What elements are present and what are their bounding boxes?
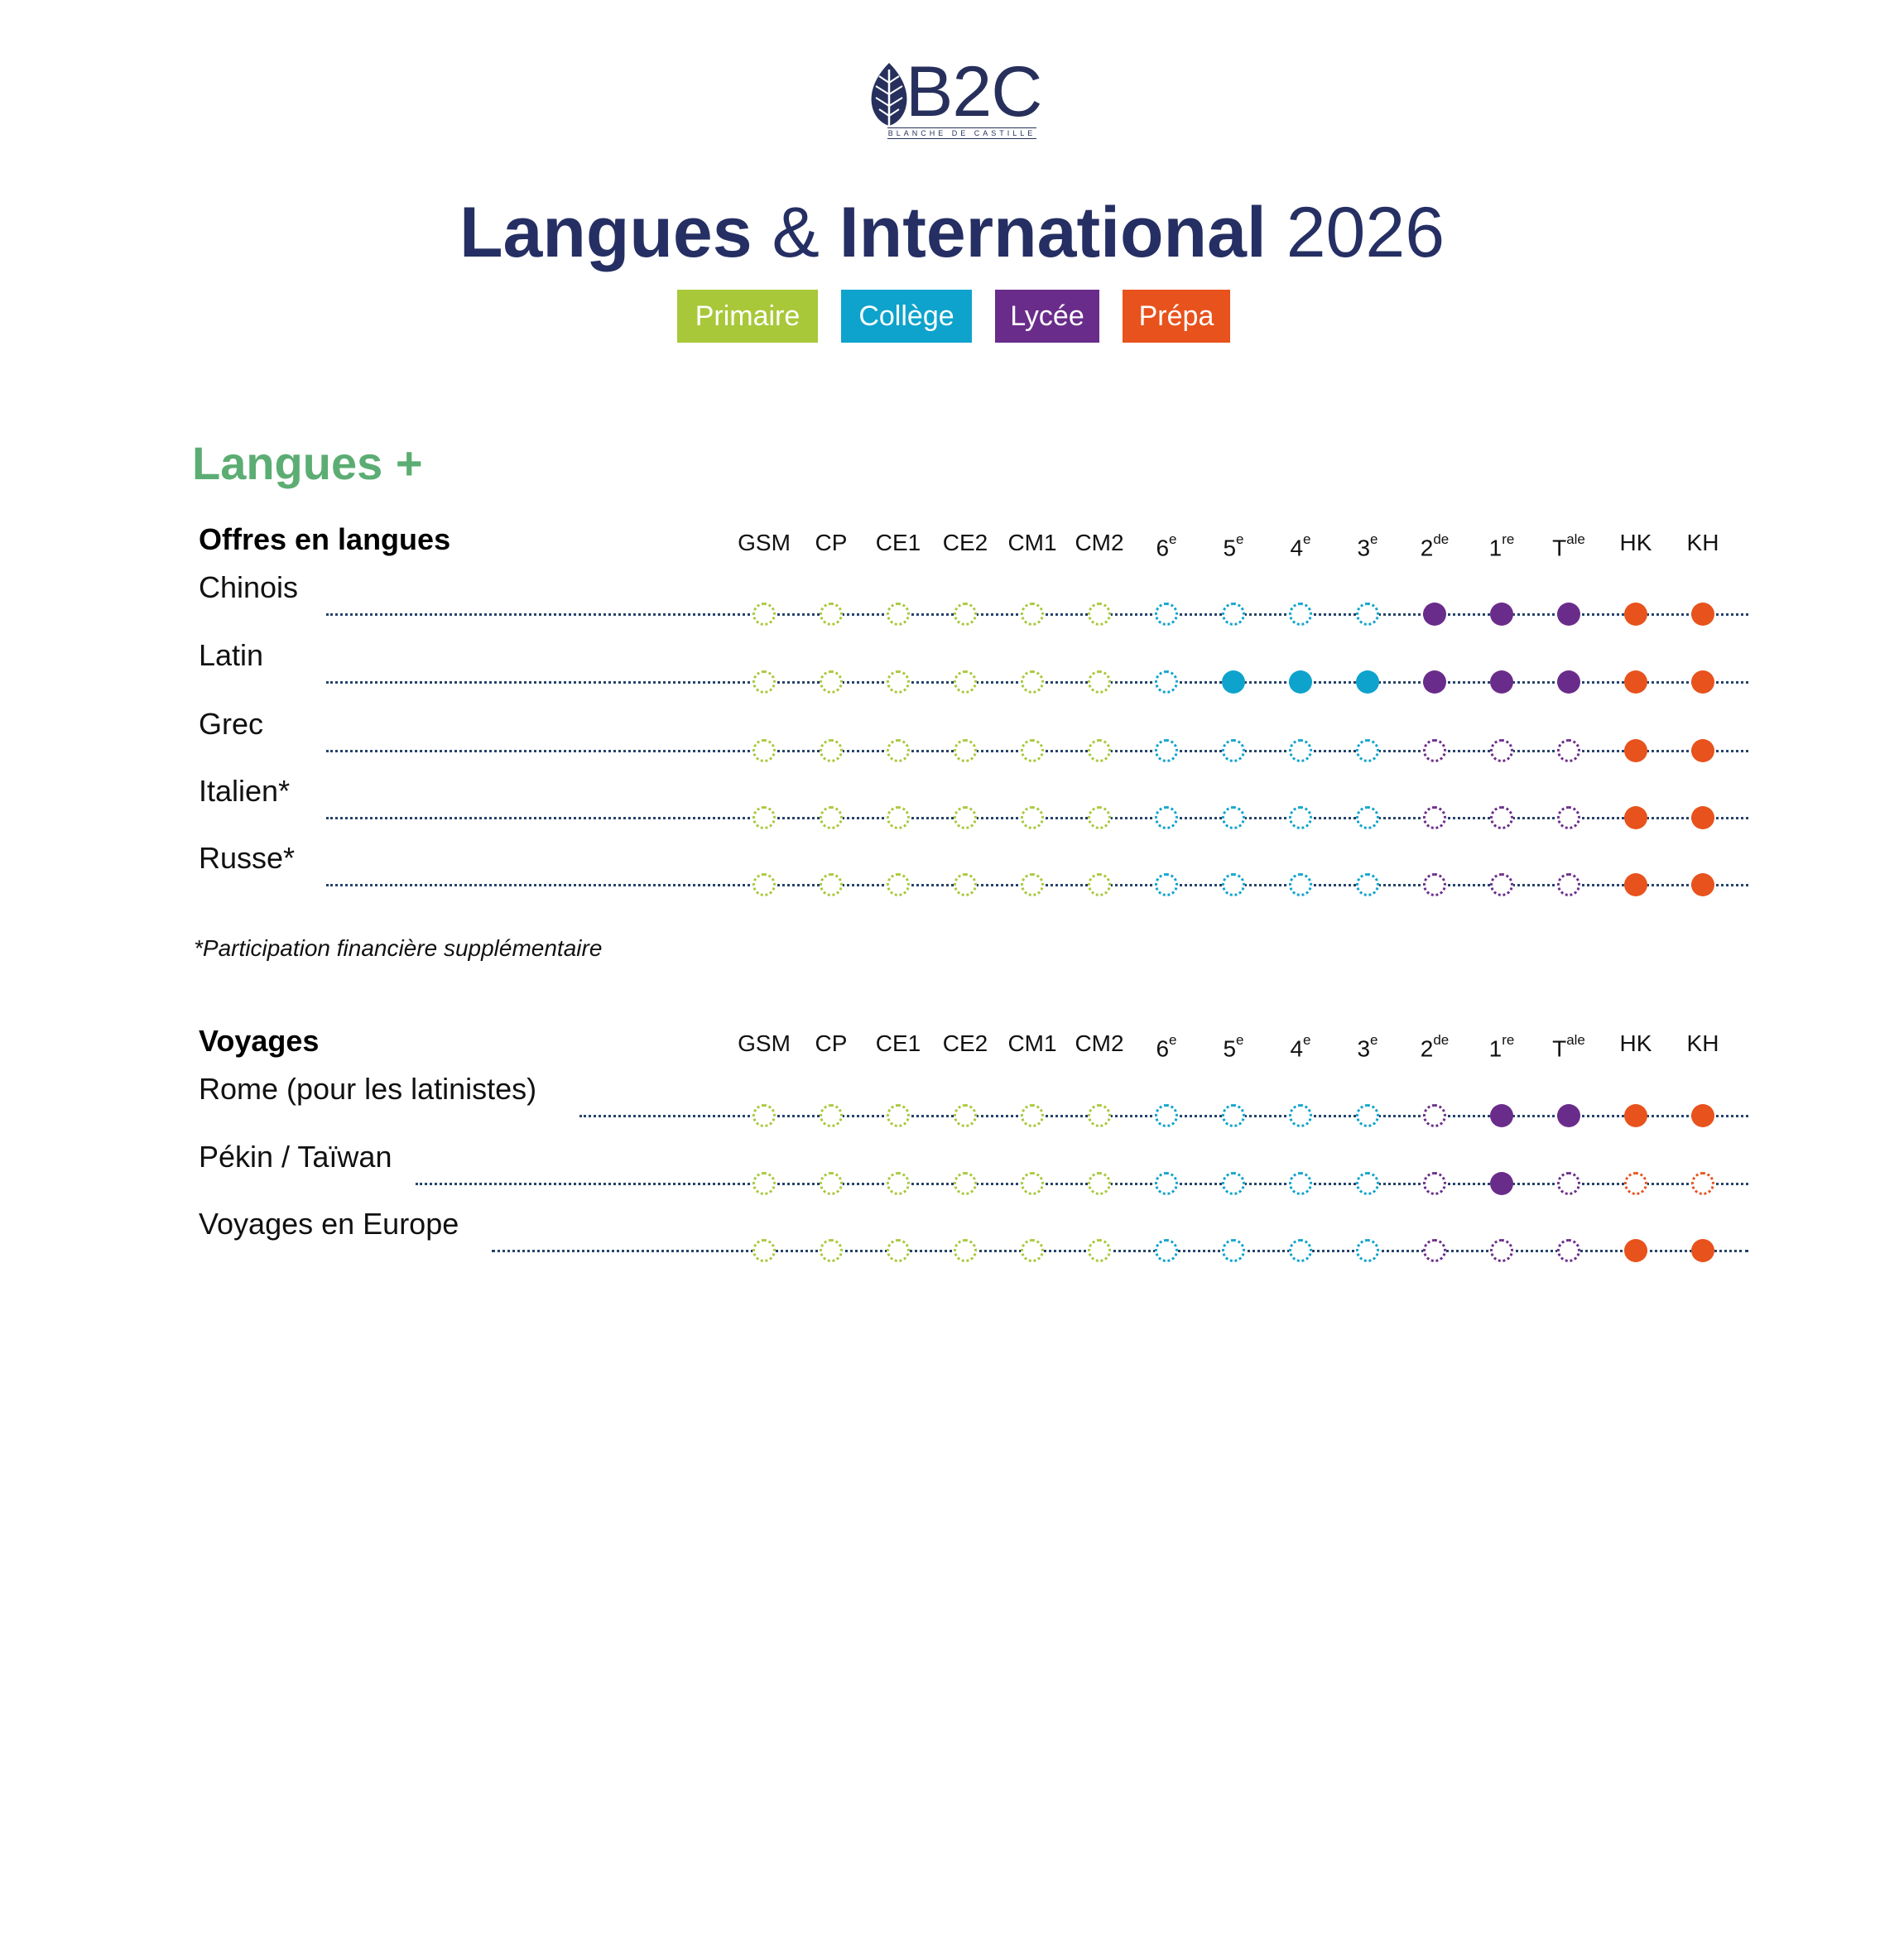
column-header [1670, 1029, 1736, 1059]
column-header [1334, 528, 1401, 563]
offer-dot-unavailable [1088, 873, 1111, 896]
offer-dot-unavailable [820, 1239, 843, 1262]
column-header-label: HK [1619, 530, 1652, 555]
column-header-superscript: e [1169, 531, 1177, 547]
offer-dot-unavailable [1490, 873, 1513, 896]
offer-dot-available [1691, 670, 1714, 694]
offer-dot-unavailable [1356, 603, 1379, 626]
column-header-superscript: re [1502, 1032, 1515, 1048]
offer-dot-unavailable [1289, 1104, 1312, 1127]
column-header-label: CE1 [875, 530, 921, 555]
offer-dot-unavailable [1557, 739, 1580, 762]
offer-dot-available [1691, 603, 1714, 626]
page-title [0, 187, 1904, 278]
column-header [865, 528, 931, 558]
badge-college: Collège [841, 290, 972, 343]
column-header [731, 528, 797, 558]
column-header-superscript: e [1303, 531, 1311, 547]
offer-dot-unavailable [1624, 1172, 1647, 1195]
footnote: *Participation financière supplémentaire [194, 935, 603, 961]
offer-dot-unavailable [954, 739, 977, 762]
offer-dot-unavailable [1356, 873, 1379, 896]
offer-dot-unavailable [1423, 1104, 1446, 1127]
offer-dot-unavailable [820, 1104, 843, 1127]
offer-dot-available [1691, 806, 1714, 829]
offer-dot-unavailable [1021, 806, 1044, 829]
offer-dot-unavailable [1356, 1239, 1379, 1262]
offer-dot-unavailable [1490, 1239, 1513, 1262]
column-header-superscript: e [1236, 1032, 1244, 1048]
offer-dot-unavailable [1088, 739, 1111, 762]
column-header-label: CM2 [1075, 1030, 1124, 1056]
column-header-label: CM2 [1075, 530, 1124, 555]
offer-dot-available [1490, 603, 1513, 626]
row-label: Russe* [199, 841, 296, 875]
offer-dot-unavailable [820, 1172, 843, 1195]
offer-dot-unavailable [1155, 603, 1178, 626]
column-header [798, 1029, 864, 1059]
offer-dot-unavailable [954, 670, 977, 694]
offer-dot-unavailable [752, 806, 776, 829]
offer-dot-unavailable [752, 603, 776, 626]
offer-dot-unavailable [820, 670, 843, 694]
offer-dot-available [1624, 603, 1647, 626]
offer-dot-unavailable [1155, 1172, 1178, 1195]
column-header-label: CP [815, 1030, 848, 1056]
column-header-superscript: de [1433, 1032, 1450, 1048]
offer-dot-unavailable [1021, 1239, 1044, 1262]
offer-dot-unavailable [1088, 806, 1111, 829]
column-header-superscript: de [1433, 531, 1450, 547]
offer-dot-unavailable [1222, 1172, 1245, 1195]
offer-dot-unavailable [1356, 1172, 1379, 1195]
offer-dot-unavailable [1356, 739, 1379, 762]
column-header-label: KH [1686, 530, 1719, 555]
column-header [1469, 1029, 1535, 1064]
offer-dot-available [1691, 739, 1714, 762]
column-header [1334, 1029, 1401, 1064]
badge-prepa: Prépa [1123, 290, 1230, 343]
column-header-label: CM1 [1007, 1030, 1057, 1056]
offer-dot-unavailable [1691, 1172, 1714, 1195]
offer-dot-unavailable [1088, 670, 1111, 694]
column-header-superscript: re [1502, 531, 1515, 547]
offer-dot-unavailable [1021, 1104, 1044, 1127]
offer-dot-unavailable [954, 806, 977, 829]
column-header [1133, 1029, 1200, 1064]
offer-dot-available [1423, 603, 1446, 626]
level-legend [0, 290, 1904, 343]
offer-dot-unavailable [954, 1239, 977, 1262]
offer-dot-available [1356, 670, 1379, 694]
offer-dot-unavailable [1155, 670, 1178, 694]
column-header [999, 1029, 1065, 1059]
offer-dot-unavailable [954, 1104, 977, 1127]
column-header-label: 1 [1488, 535, 1503, 561]
column-header-label: HK [1619, 1030, 1652, 1056]
column-header [798, 528, 864, 558]
offer-dot-unavailable [1155, 1104, 1178, 1127]
offer-dot-available [1691, 1239, 1714, 1262]
offer-dot-available [1624, 670, 1647, 694]
column-header-label: CE1 [875, 1030, 921, 1056]
offer-dot-unavailable [887, 670, 910, 694]
offer-dot-available [1624, 739, 1647, 762]
column-header-label: 3 [1357, 535, 1371, 561]
offer-dot-unavailable [954, 873, 977, 896]
column-header [999, 528, 1065, 558]
title-part1: Langues [459, 193, 752, 272]
offer-dot-unavailable [752, 1104, 776, 1127]
offer-dot-unavailable [1289, 873, 1312, 896]
offer-dot-unavailable [820, 739, 843, 762]
column-header [865, 1029, 931, 1059]
column-header [731, 1029, 797, 1059]
column-header [932, 1029, 998, 1059]
offer-dot-unavailable [1021, 603, 1044, 626]
offer-dot-unavailable [1222, 873, 1245, 896]
row-label: Grec [199, 707, 264, 741]
offer-dot-unavailable [887, 806, 910, 829]
offer-dot-unavailable [752, 739, 776, 762]
offer-dot-unavailable [1557, 1172, 1580, 1195]
offer-dot-unavailable [752, 670, 776, 694]
offer-dot-unavailable [1021, 670, 1044, 694]
offer-dot-available [1222, 670, 1245, 694]
column-header-label: 2 [1420, 1035, 1434, 1062]
offer-dot-unavailable [820, 873, 843, 896]
column-header [1402, 1029, 1468, 1064]
offer-dot-unavailable [1155, 873, 1178, 896]
column-header-superscript: e [1303, 1032, 1311, 1048]
offer-dot-unavailable [1155, 739, 1178, 762]
offer-dot-unavailable [1088, 1104, 1111, 1127]
offer-dot-unavailable [1356, 806, 1379, 829]
offer-dot-unavailable [1222, 806, 1245, 829]
column-header [1066, 1029, 1132, 1059]
column-header-label: GSM [738, 530, 791, 555]
column-header [1469, 528, 1535, 563]
offer-dot-unavailable [887, 1104, 910, 1127]
column-header [1603, 528, 1669, 558]
column-header-superscript: e [1169, 1032, 1177, 1048]
row-label: Rome (pour les latinistes) [199, 1072, 537, 1106]
column-header-label: CE2 [942, 1030, 988, 1056]
offer-dot-unavailable [820, 806, 843, 829]
column-header [1200, 528, 1267, 563]
column-header-label: 6 [1156, 535, 1170, 561]
column-header-superscript: ale [1566, 531, 1585, 547]
column-header-label: 4 [1290, 535, 1304, 561]
column-header [1267, 1029, 1334, 1064]
offer-dot-available [1557, 603, 1580, 626]
row-label: Chinois [199, 570, 299, 604]
offer-dot-unavailable [1557, 1239, 1580, 1262]
logo-wordmark: B2C [906, 52, 1042, 132]
offer-dot-unavailable [1423, 739, 1446, 762]
row-dotted-line [416, 1183, 1748, 1185]
offer-dot-unavailable [1289, 1239, 1312, 1262]
row-label: Pékin / Taïwan [199, 1140, 392, 1174]
column-header [1603, 1029, 1669, 1059]
column-header-label: 6 [1156, 1035, 1170, 1062]
offer-dot-unavailable [1021, 739, 1044, 762]
offer-dot-unavailable [1423, 1239, 1446, 1262]
offer-dot-available [1557, 1104, 1580, 1127]
offer-dot-unavailable [1088, 1172, 1111, 1195]
offer-dot-unavailable [1088, 603, 1111, 626]
offer-dot-unavailable [1222, 603, 1245, 626]
section-title: Langues + [192, 437, 423, 489]
offer-dot-available [1289, 670, 1312, 694]
table-title: Offres en langues [199, 522, 451, 556]
offer-dot-unavailable [752, 1172, 776, 1195]
column-header [1536, 528, 1602, 563]
column-header [932, 528, 998, 558]
column-header-superscript: e [1236, 531, 1244, 547]
offer-dot-available [1423, 670, 1446, 694]
offer-dot-unavailable [1155, 1239, 1178, 1262]
column-header-label: 1 [1488, 1035, 1503, 1062]
column-header-superscript: e [1370, 531, 1378, 547]
column-header [1536, 1029, 1602, 1064]
offer-dot-unavailable [1423, 806, 1446, 829]
column-header-label: 5 [1223, 535, 1237, 561]
column-header-label: GSM [738, 1030, 791, 1056]
offer-dot-unavailable [1289, 806, 1312, 829]
column-header-label: KH [1686, 1030, 1719, 1056]
column-header-label: CE2 [942, 530, 988, 555]
offer-dot-available [1691, 1104, 1714, 1127]
offer-dot-unavailable [887, 1239, 910, 1262]
offer-dot-unavailable [1356, 1104, 1379, 1127]
offer-dot-unavailable [954, 603, 977, 626]
column-header-label: T [1552, 535, 1567, 561]
offer-dot-unavailable [1289, 1172, 1312, 1195]
column-header-label: 2 [1420, 535, 1434, 561]
offer-dot-available [1490, 1172, 1513, 1195]
offer-dot-unavailable [752, 1239, 776, 1262]
offer-dot-unavailable [1423, 1172, 1446, 1195]
column-header-label: 3 [1357, 1035, 1371, 1062]
offer-dot-unavailable [1289, 603, 1312, 626]
column-header [1200, 1029, 1267, 1064]
offer-dot-available [1490, 670, 1513, 694]
offer-dot-available [1490, 1104, 1513, 1127]
column-header [1133, 528, 1200, 563]
offer-dot-unavailable [1289, 739, 1312, 762]
offer-dot-available [1624, 1104, 1647, 1127]
column-header-label: 5 [1223, 1035, 1237, 1062]
offer-dot-available [1691, 873, 1714, 896]
column-header-label: CM1 [1007, 530, 1057, 555]
offer-dot-available [1557, 670, 1580, 694]
title-year: 2026 [1286, 193, 1445, 272]
offer-dot-unavailable [1490, 739, 1513, 762]
offer-dot-unavailable [1222, 1239, 1245, 1262]
column-header-superscript: e [1370, 1032, 1378, 1048]
offer-dot-unavailable [1557, 873, 1580, 896]
column-header-label: T [1552, 1035, 1567, 1062]
offer-dot-unavailable [1557, 806, 1580, 829]
row-label: Italien* [199, 774, 291, 808]
badge-lycee: Lycée [995, 290, 1099, 343]
offer-dot-available [1624, 873, 1647, 896]
column-header [1267, 528, 1334, 563]
column-header [1670, 528, 1736, 558]
table-title: Voyages [199, 1024, 320, 1058]
offer-dot-unavailable [954, 1172, 977, 1195]
column-header-label: CP [815, 530, 848, 555]
title-ampersand: & [772, 193, 820, 272]
offer-dot-unavailable [887, 603, 910, 626]
offer-dot-unavailable [1423, 873, 1446, 896]
offer-dot-unavailable [887, 739, 910, 762]
column-header [1066, 528, 1132, 558]
title-part2: International [839, 193, 1267, 272]
column-header-label: 4 [1290, 1035, 1304, 1062]
badge-primaire: Primaire [677, 290, 818, 343]
offer-dot-unavailable [1021, 1172, 1044, 1195]
row-label: Latin [199, 638, 264, 672]
offer-dot-unavailable [1222, 1104, 1245, 1127]
offer-dot-unavailable [820, 603, 843, 626]
offer-dot-available [1624, 1239, 1647, 1262]
offer-dot-unavailable [1155, 806, 1178, 829]
offer-dot-unavailable [1490, 806, 1513, 829]
offer-dot-unavailable [752, 873, 776, 896]
leaf-icon [868, 61, 911, 137]
offer-dot-available [1624, 806, 1647, 829]
offer-dot-unavailable [887, 1172, 910, 1195]
row-label: Voyages en Europe [199, 1207, 459, 1241]
offer-dot-unavailable [1021, 873, 1044, 896]
column-header [1402, 528, 1468, 563]
offer-dot-unavailable [1222, 739, 1245, 762]
column-header-superscript: ale [1566, 1032, 1585, 1048]
logo-subtitle: BLANCHE DE CASTILLE [887, 129, 1036, 137]
b2c-logo [868, 52, 1042, 141]
offer-dot-unavailable [1088, 1239, 1111, 1262]
offer-dot-unavailable [887, 873, 910, 896]
